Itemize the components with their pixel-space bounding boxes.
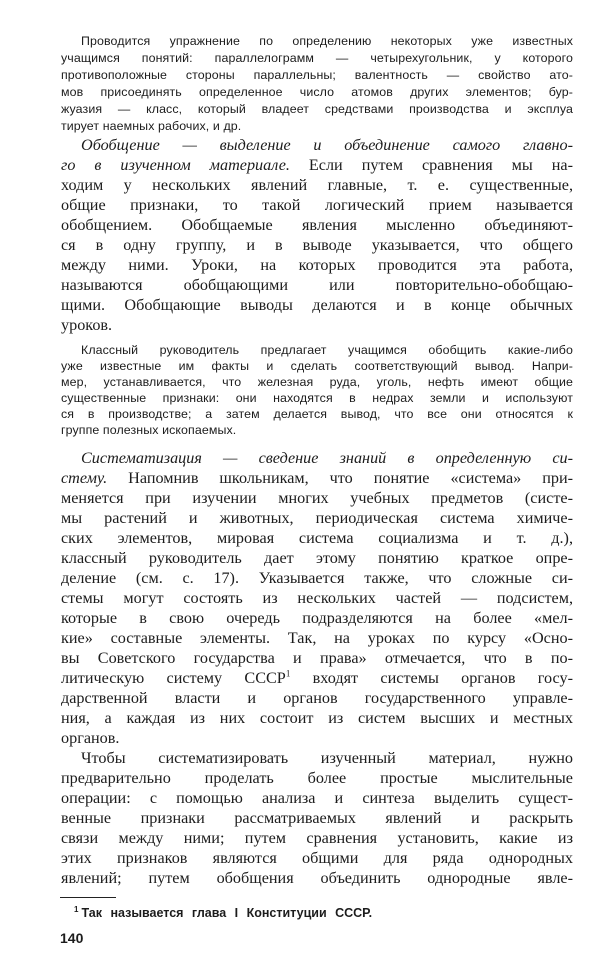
text: учащимся понятий: параллелограмм — четырехугольник, у которого — [61, 51, 573, 65]
text-line — [61, 688, 573, 708]
text-line — [61, 708, 573, 728]
text-line — [61, 135, 573, 155]
text-line — [61, 359, 573, 375]
text: уроков. — [61, 316, 113, 334]
text-line — [61, 118, 573, 135]
footnote-text: Так называется глава I Конституции СССР. — [81, 906, 373, 920]
italic-text: стему. — [61, 469, 108, 487]
text: общие признаки, то такой логический прием называется — [61, 196, 573, 214]
text: ся в одну группу, и в выводе указывается, что общего — [61, 236, 573, 254]
text-line — [61, 828, 573, 848]
text-line — [61, 84, 573, 101]
text-line — [61, 423, 573, 439]
text: Напомнив школьникам, что понятие «система» при- — [107, 469, 573, 487]
text: меняется при изучении многих учебных предметов (систе- — [61, 489, 573, 507]
text-line — [61, 275, 573, 295]
text: литическую систему СССР — [61, 669, 286, 687]
text: мы растений и животных, периодическая система химиче- — [61, 509, 573, 527]
systematization-paragraph — [61, 448, 573, 748]
text: уже известные им факты и сделать соответствующий вывод. Напри- — [61, 358, 573, 373]
text-line — [61, 568, 573, 588]
text-line — [61, 235, 573, 255]
text-line — [61, 848, 573, 868]
text: Классный руководитель предлагает учащимся обобщить какие-либо — [81, 343, 573, 357]
text: кие» составные элементы. Так, на уроках по курсу «Осно- — [61, 629, 573, 647]
text: группе полезных ископаемых. — [61, 422, 237, 437]
italic-text: Обобщение — выделение и объединение самого главно- — [81, 136, 573, 154]
text-line — [61, 468, 573, 488]
text-line — [61, 528, 573, 548]
text-line — [61, 548, 573, 568]
text: мов присоединять определенное число атомов других элементов; бур- — [61, 85, 573, 99]
text-line — [61, 375, 573, 391]
text: ся в производстве; а затем делается вывод, что все они относятся к — [61, 406, 573, 421]
text: Чтобы систематизировать изученный материал, нужно — [81, 749, 573, 767]
text-line — [61, 195, 573, 215]
text-line — [61, 648, 573, 668]
footnote-divider — [60, 897, 116, 898]
text: дарственной власти и органов государственного управле- — [61, 689, 573, 707]
footnote-mark: 1 — [74, 904, 79, 914]
footnote — [74, 906, 372, 920]
text: Если путем сравнения мы на- — [289, 156, 573, 174]
text-line — [61, 255, 573, 275]
text: явлений; путем обобщения объединить однородные явле- — [61, 869, 573, 887]
example-paragraph-minerals — [61, 343, 573, 438]
text-line — [61, 808, 573, 828]
text: ходим у нескольких явлений главные, т. е. существенные, — [61, 176, 573, 194]
text: входят системы органов госу- — [290, 669, 573, 687]
text-line — [61, 155, 573, 175]
text-line — [61, 768, 573, 788]
text-line — [61, 448, 573, 468]
text-line — [61, 508, 573, 528]
text: ских элементов, мировая система социализма и т. д.), — [61, 529, 573, 547]
text: между ними. Уроки, на которых проводится эта работа, — [61, 256, 573, 274]
text: щими. Обобщающие выводы делаются и в конце обычных — [61, 296, 573, 314]
text-line — [61, 668, 573, 688]
systematization-steps-paragraph — [61, 748, 573, 888]
text-line — [61, 407, 573, 423]
text: ния, а каждая из них состоит из систем высших и местных — [61, 709, 573, 727]
text: противоположные стороны параллельны; валентность — свойство ато- — [61, 68, 573, 82]
text-line — [61, 50, 573, 67]
italic-text: Систематизация — сведение знаний в определенную си- — [81, 449, 573, 467]
text: жуазия — класс, который владеет средствами производства и эксплуа — [61, 102, 573, 116]
text-line — [61, 788, 573, 808]
text: мер, устанавливается, что железная руда, уголь, нефть имеют общие — [61, 374, 573, 389]
text: существенные признаки: они находятся в недрах земли и используют — [61, 390, 573, 405]
text: стемы могут состоять из нескольких частей — подсистем, — [61, 589, 573, 607]
text: связи между ними; путем сравнения установить, какие из — [61, 829, 573, 847]
text: Проводится упражнение по определению некоторых уже известных — [81, 34, 573, 48]
text-line — [61, 868, 573, 888]
text-line — [61, 175, 573, 195]
text: этих признаков являются общими для ряда однородных — [61, 849, 573, 867]
text-line — [61, 391, 573, 407]
text: обобщением. Обобщаемые явления мысленно объединяют- — [61, 216, 573, 234]
text-line — [61, 488, 573, 508]
text-line — [61, 315, 573, 335]
text-line — [61, 608, 573, 628]
italic-text: го в изученном материале. — [61, 156, 290, 174]
text: предварительно проделать более простые мыслительные — [61, 769, 573, 787]
text: тирует наемных рабочих, и др. — [61, 119, 242, 133]
text-line — [61, 215, 573, 235]
text: деление (см. с. 17). Указывается также, что сложные си- — [61, 569, 573, 587]
text: операции: с помощью анализа и синтеза выделить сущест- — [61, 789, 573, 807]
exercise-paragraph-concepts — [61, 33, 573, 135]
text-line — [61, 728, 573, 748]
text-line — [61, 295, 573, 315]
generalization-paragraph — [61, 135, 573, 335]
text-line — [61, 628, 573, 648]
text: которые в свою очередь подразделяются на более «мел- — [61, 609, 573, 627]
text-line — [61, 67, 573, 84]
text-line — [61, 33, 573, 50]
text: классный руководитель дает этому понятию краткое опре- — [61, 549, 573, 567]
page-number: 140 — [60, 930, 84, 946]
text-line — [61, 343, 573, 359]
text-line — [61, 748, 573, 768]
text: органов. — [61, 729, 120, 747]
footnote-ref: 1 — [285, 668, 291, 679]
text: вы Советского государства и права» отмечается, что в по- — [61, 649, 573, 667]
text: называются обобщающими или повторительно-обобщаю- — [61, 276, 573, 294]
text-line — [61, 588, 573, 608]
text-line — [61, 101, 573, 118]
text: венные признаки рассматриваемых явлений и раскрыть — [61, 809, 573, 827]
